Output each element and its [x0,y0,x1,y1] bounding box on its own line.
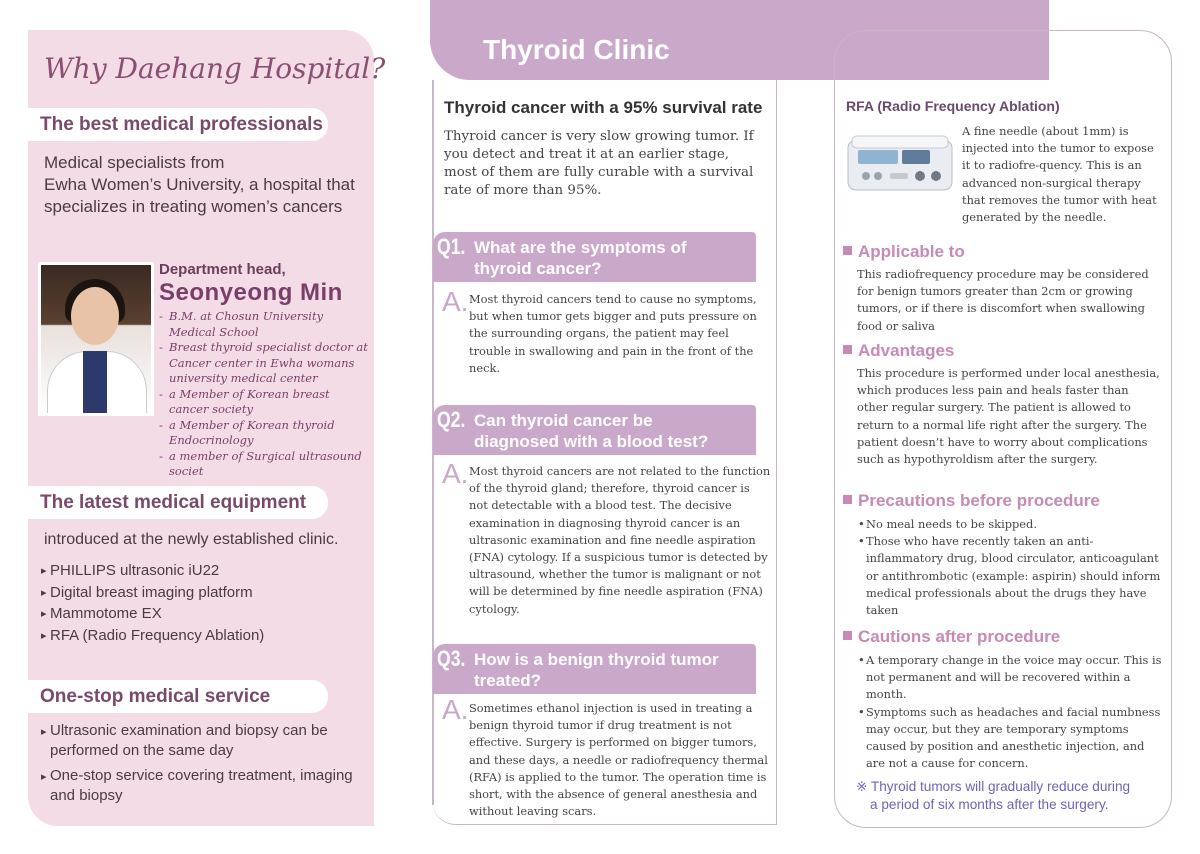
onestop-heading-band [28,680,328,713]
equipment-heading: The latest medical equipment [40,492,307,513]
q3-question [474,649,719,691]
q3-band [433,644,756,694]
advantages-text: This procedure is performed under local anesthesia, which produces less pain and heals faster than other regular surgery. The patient is allowed to return to a normal life right after the surgery. The patient doesn’t have to worry about complications such as hypothyroldism after the surgery. [857,366,1160,467]
applicable-heading-text: Applicable to [858,242,965,261]
q1-question-line-2: thyroid cancer? [474,259,602,278]
cautions-list [858,652,1162,772]
q2-answer: Most thyroid cancers are not related to the function of the thyroid gland; therefore, thyroid cancer is not detectable with a blood test. The decisive examination in diagnosing thyroid cancer is an ultrasonic examination and fine needle aspiration (FNA) cytology. If a suspicious tumor is detected by ultrasound, whether the tumor is malignant or not will be determined by fine needle aspiration (FNA) cytology. [469,464,771,616]
credential-item: - Breast thyroid specialist doctor at Cancer center in Ewha womans university medical center [159,340,369,387]
credential-item: - a Member of Korean breast cancer society [159,387,369,418]
q3-question-line-1: How is a benign thyroid tumor [474,650,719,669]
q2-question-line-1: Can thyroid cancer be [474,411,653,430]
equipment-item: ▸ RFA (Radio Frequency Ablation) [42,625,264,647]
applicable-heading [843,242,965,262]
onestop-list [42,721,360,806]
rfa-heading: RFA (Radio Frequency Ablation) [846,98,1060,114]
square-bullet-icon [843,246,852,255]
equipment-item: ▸ Digital breast imaging platform [42,582,264,604]
q2-question [474,410,708,452]
q3-answer: Sometimes ethanol injection is used in treating a benign thyroid tumor if drug treatment is not effective. Surgery is performed on bigger tumors, and these days, a needle or radiofrequency thermal (RFA) is applied to the tumor. The operation time is short, with the absence of general anesthesia and without leaving scars. [469,701,768,819]
caution-item: • Symptoms such as headaches and facial numbness may occur, but they are temporary symptoms caused by position and anesthetic injection, and are not a cause for concern. [858,704,1162,773]
a2-letter: A. [442,458,469,489]
professionals-line-3: specializes in treating women’s cancers [44,197,343,216]
professionals-description [44,152,355,218]
survival-heading: Thyroid cancer with a 95% survival rate [444,98,763,117]
q2-band [433,405,756,455]
equipment-list [42,560,264,646]
applicable-text: This radiofrequency procedure may be considered for benign tumors greater than 2cm or growing tumors, or if there is discomfort when swallowing food or saliva [857,267,1149,333]
note-line-1: ※ Thyroid tumors will gradually reduce during [856,779,1131,794]
q3-number: Q3. [437,646,466,671]
precautions-heading-text: Precautions before procedure [858,491,1100,510]
equipment-item: ▸ Mammotome EX [42,603,264,625]
doctor-role: Department head, [159,261,286,278]
precautions-heading [843,491,1100,511]
q1-band [433,232,756,282]
equipment-item: ▸ PHILLIPS ultrasonic iU22 [42,560,264,582]
q3-question-line-2: treated? [474,671,542,690]
q1-question [474,237,687,279]
rfa-description: A fine needle (about 1mm) is injected into the tumor to expose it to radiofre-quency. This is an advanced non-surgical therapy that removes the tumor with heat generated by the needle. [962,124,1157,225]
doctor-credentials [159,309,369,480]
precaution-item: • No meal needs to be skipped. [858,516,1162,533]
cautions-heading [843,627,1060,647]
square-bullet-icon [843,495,852,504]
professionals-line-1: Medical specialists from [44,153,225,172]
q2-number: Q2. [437,407,466,432]
rfa-device-image [846,128,956,196]
professionals-heading: The best medical professionals [40,114,323,135]
square-bullet-icon [843,345,852,354]
survival-intro: Thyroid cancer is very slow growing tumor. If you detect and treat it at an earlier stage, most of them are fully curable with a survival rate of more than 95%. [444,129,754,198]
a3-letter: A. [442,694,469,725]
onestop-heading: One-stop medical service [40,686,271,707]
precaution-item: • Those who have recently taken an anti-inflammatory drug, blood circulator, anticoagulant or antithrombotic (example: aspirin) should inform medical professionals about the drugs they have taken [858,533,1162,619]
q1-question-line-1: What are the symptoms of [474,238,687,257]
doctor-name: Seonyeong Min [159,279,343,306]
professionals-line-2: Ewha Women’s University, a hospital that [44,175,355,194]
equipment-heading-band [28,486,328,519]
onestop-item: ▸ Ultrasonic examination and biopsy can be performed on the same day [42,721,360,761]
credential-item: - a Member of Korean thyroid Endocrinology [159,418,369,449]
q1-answer: Most thyroid cancers tend to cause no symptoms, but when tumor gets bigger and puts pressure on the surrounding organs, the patient may feel trouble in swallowing and pain in the front of the neck. [469,292,757,375]
cautions-heading-text: Cautions after procedure [858,627,1061,646]
left-panel-title: Why Daehang Hospital? [44,52,386,85]
advantages-heading [843,341,954,361]
a1-letter: A. [442,286,469,317]
credential-item: - B.M. at Chosun University Medical School [159,309,369,340]
doctor-photo [38,262,154,416]
credential-item: - a member of Surgical ultrasound societ [159,449,369,480]
banner-title: Thyroid Clinic [483,34,670,65]
advantages-heading-text: Advantages [858,341,955,360]
reduction-note [856,778,1156,813]
q2-question-line-2: diagnosed with a blood test? [474,432,709,451]
square-bullet-icon [843,631,852,640]
left-panel [28,30,386,826]
q1-number: Q1. [437,234,466,259]
caution-item: • A temporary change in the voice may occur. This is not permanent and will be recovered within a month. [858,652,1162,704]
professionals-heading-band [28,108,328,141]
equipment-intro: introduced at the newly established clinic. [44,531,339,548]
precautions-list [858,516,1162,619]
onestop-item: ▸ One-stop service covering treatment, imaging and biopsy [42,766,360,806]
note-line-2: a period of six months after the surgery. [870,796,1109,812]
